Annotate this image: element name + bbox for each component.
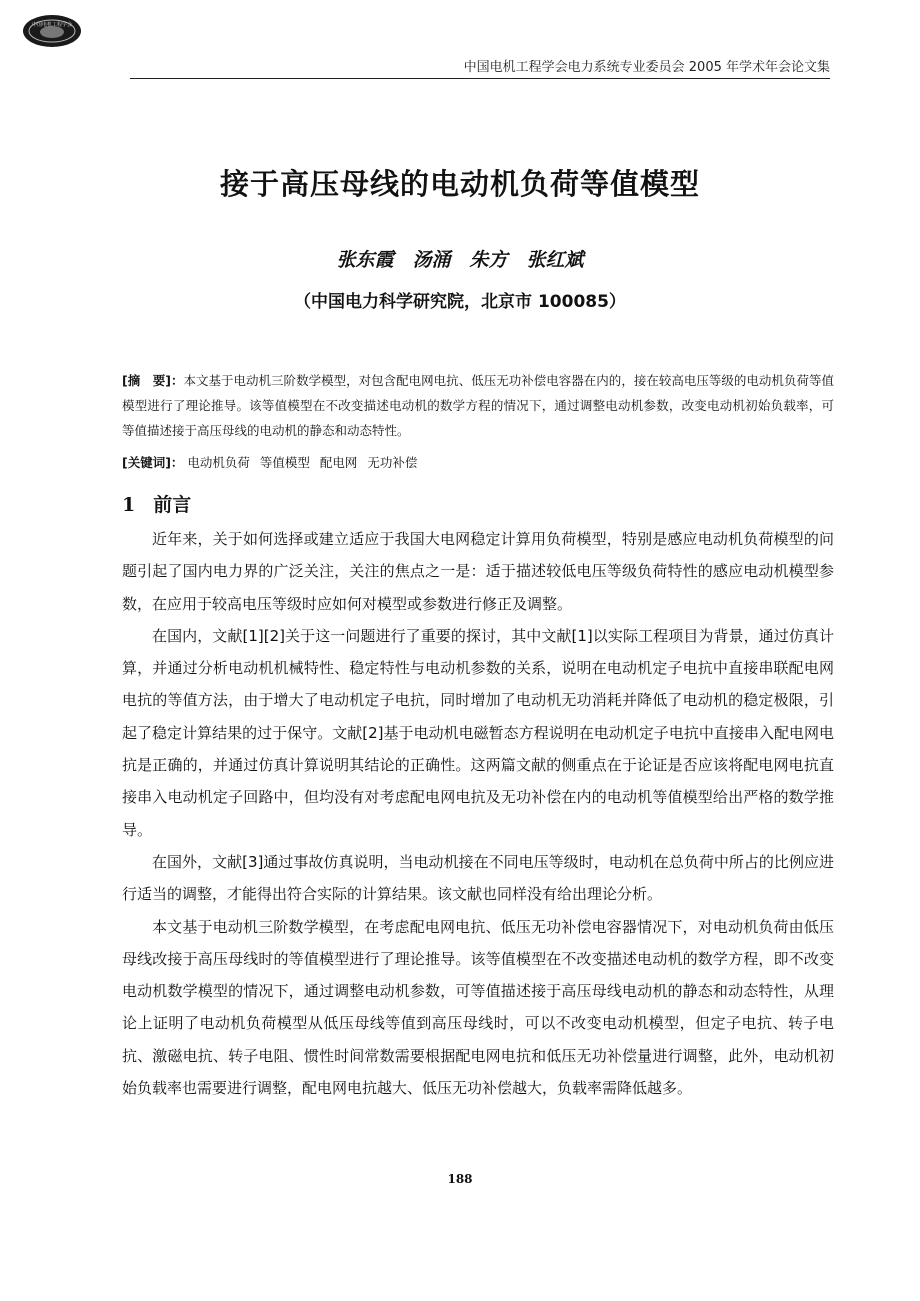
- section-number: 1: [122, 494, 136, 516]
- logo-emblem-icon: [22, 14, 82, 48]
- page-number: 188: [447, 1172, 473, 1186]
- section-title: 前言: [153, 494, 192, 516]
- paper-title: 接于高压母线的电动机负荷等值模型: [219, 167, 700, 201]
- abstract: [122, 368, 834, 443]
- paragraph: 在国内，文献[1][2]关于这一问题进行了重要的探讨，其中文献[1]以实际工程项目为背景，通过仿真计算，并通过分析电动机机械特性、稳定特性与电动机参数的关系，说明在电动机定子电抗中直接串联配电网电抗的等值方法，由于增大了电动机定子电抗，同时增加了电动机无功消耗并降低了电动机的稳定极限，引起了稳定计算结果的过于保守。文献[2]基于电动机电磁暂态方程说明在电动机定子电抗中直接串入配电网电抗是正确的，并通过仿真计算说明其结论的正确性。这两篇文献的侧重点在于论证是否应该将配电网电抗直接串入电动机定子回路中，但均没有对考虑配电网电抗及无功补偿在内的电动机等值模型给出严格的数学推导。: [122, 626, 834, 839]
- logo-text: 中国电机工程学会: [31, 22, 73, 28]
- affiliation: （中国电力科学研究院，北京市 100085）: [294, 292, 626, 312]
- keyword: 等值模型: [259, 455, 310, 470]
- keyword: 电动机负荷: [187, 455, 250, 470]
- keywords-label: [关键词]：: [122, 455, 184, 470]
- author-list: 张东霞 汤涌 朱方 张红斌: [336, 249, 584, 271]
- section-heading: [122, 490, 191, 517]
- paragraph: 近年来，关于如何选择或建立适应于我国大电网稳定计算用负荷模型，特别是感应电动机负荷模型的问题引起了国内电力界的广泛关注，关注的焦点之一是：适于描述较低电压等级负荷特性的感应电动机模型参数，在应用于较高电压等级时应如何对模型或参数进行修正及调整。: [122, 530, 834, 613]
- keyword: 无功补偿: [367, 455, 418, 470]
- keyword: 配电网: [319, 455, 358, 470]
- section-body: [122, 523, 834, 1104]
- paragraph: 在国外，文献[3]通过事故仿真说明，当电动机接在不同电压等级时，电动机在总负荷中所占的比例应进行适当的调整，才能得出符合实际的计算结果。该文献也同样没有给出理论分析。: [122, 852, 834, 904]
- running-header: [130, 48, 830, 79]
- abstract-text: 本文基于电动机三阶数学模型，对包含配电网电抗、低压无功补偿电容器在内的，接在较高电压等级的电动机负荷等值模型进行了理论推导。该等值模型在不改变描述电动机的数学方程的情况下，通过调整电动机参数，改变电动机初始负载率，可等值描述接于高压母线的电动机的静态和动态特性。: [122, 373, 834, 438]
- journal-title: 中国电机工程学会电力系统专业委员会 2005 年学术年会论文集: [463, 60, 830, 75]
- society-logo: [22, 14, 82, 48]
- keywords: [122, 452, 834, 474]
- abstract-label: [摘 要]：: [122, 373, 184, 388]
- paragraph: 本文基于电动机三阶数学模型，在考虑配电网电抗、低压无功补偿电容器情况下，对电动机负荷由低压母线改接于高压母线时的等值模型进行了理论推导。该等值模型在不改变描述电动机的数学方程，即不改变电动机数学模型的情况下，通过调整电动机参数，可等值描述接于高压母线电动机的静态和动态特性，从理论上证明了电动机负荷模型从低压母线等值到高压母线时，可以不改变电动机模型，但定子电抗、转子电抗、激磁电抗、转子电阻、惯性时间常数需要根据配电网电抗和低压无功补偿量进行调整，此外，电动机初始负载率也需要进行调整，配电网电抗越大、低压无功补偿越大，负载率需降低越多。: [122, 917, 834, 1098]
